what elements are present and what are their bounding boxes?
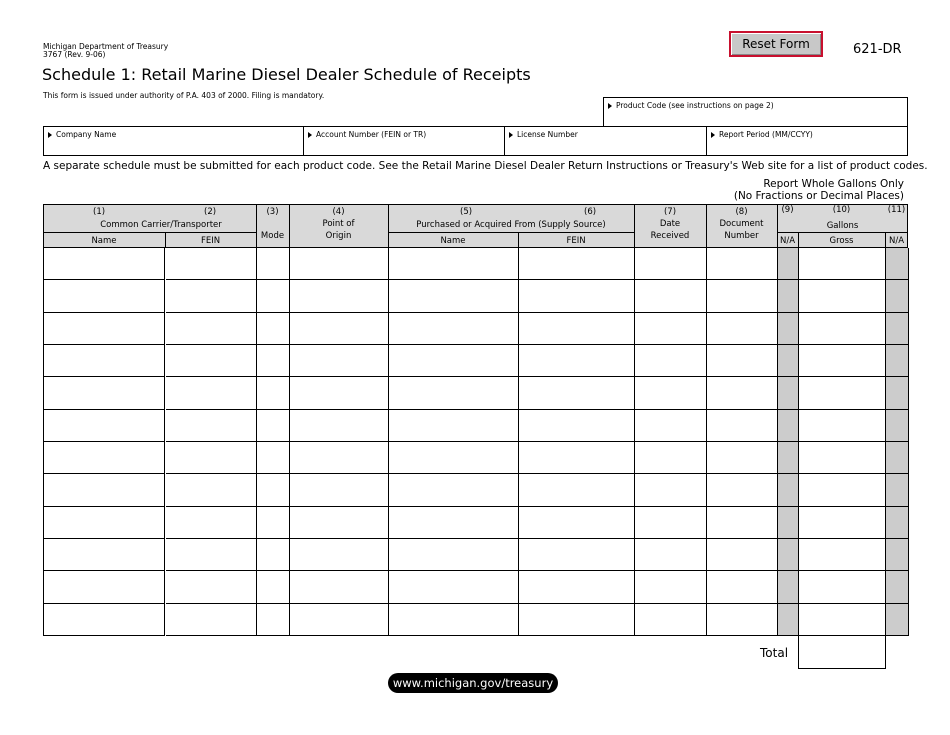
gallons-header: Gallons — [826, 221, 859, 231]
supply-name-cell[interactable] — [389, 248, 519, 280]
carrier-fein-cell[interactable] — [166, 474, 257, 506]
carrier-fein-cell[interactable] — [166, 507, 257, 539]
supply-fein-cell[interactable] — [519, 442, 635, 474]
mode-cell[interactable] — [257, 313, 290, 345]
agency-name: Michigan Department of Treasury — [43, 42, 169, 51]
origin-header-1: Point of — [322, 219, 355, 229]
mode-header: Mode — [260, 231, 285, 241]
origin-cell[interactable] — [290, 507, 389, 539]
document-number-cell[interactable] — [707, 442, 778, 474]
gallons-note-line1: Report Whole Gallons Only — [763, 178, 904, 190]
col11-number: (11) — [887, 205, 906, 215]
carrier-name-cell[interactable] — [44, 571, 165, 603]
mode-cell[interactable] — [257, 507, 290, 539]
supply-fein-cell[interactable] — [519, 280, 635, 312]
carrier-name-cell[interactable] — [44, 507, 165, 539]
table-row — [44, 539, 909, 571]
document-number-cell[interactable] — [707, 410, 778, 442]
na-cell-2 — [886, 571, 909, 603]
total-gross-input[interactable] — [798, 635, 886, 669]
date-header-2: Received — [650, 231, 690, 241]
carrier-name-cell[interactable] — [44, 248, 165, 280]
carrier-name-cell[interactable] — [44, 442, 165, 474]
supply-name-header: Name — [440, 236, 466, 246]
table-row — [44, 442, 909, 474]
origin-cell[interactable] — [290, 539, 389, 571]
mode-cell[interactable] — [257, 248, 290, 280]
document-number-cell[interactable] — [707, 280, 778, 312]
origin-cell[interactable] — [290, 280, 389, 312]
na-cell-1 — [778, 442, 799, 474]
na-cell-1 — [778, 604, 799, 636]
date-received-cell[interactable] — [635, 474, 707, 506]
carrier-fein-cell[interactable] — [166, 313, 257, 345]
date-received-cell[interactable] — [635, 410, 707, 442]
na-cell-1 — [778, 507, 799, 539]
na-header-1: N/A — [779, 236, 796, 246]
gross-gallons-cell[interactable] — [799, 604, 886, 636]
date-received-cell[interactable] — [635, 377, 707, 409]
na-cell-1 — [778, 377, 799, 409]
na-cell-2 — [886, 442, 909, 474]
na-cell-1 — [778, 539, 799, 571]
na-cell-1 — [778, 410, 799, 442]
date-header-1: Date — [659, 219, 681, 229]
carrier-name-header: Name — [91, 236, 117, 246]
document-number-cell[interactable] — [707, 571, 778, 603]
carrier-name-cell[interactable] — [44, 345, 165, 377]
gross-gallons-cell[interactable] — [799, 507, 886, 539]
gross-gallons-cell[interactable] — [799, 410, 886, 442]
gross-gallons-cell[interactable] — [799, 345, 886, 377]
carrier-name-cell[interactable] — [44, 377, 165, 409]
col4-number: (4) — [332, 207, 345, 217]
carrier-header: Common Carrier/Transporter — [100, 220, 222, 230]
pointer-icon — [608, 103, 612, 109]
supply-name-cell[interactable] — [389, 474, 519, 506]
na-cell-2 — [886, 604, 909, 636]
carrier-fein-cell[interactable] — [166, 571, 257, 603]
supply-fein-cell[interactable] — [519, 377, 635, 409]
document-header-2: Number — [724, 231, 759, 241]
table-row — [44, 410, 909, 442]
mode-cell[interactable] — [257, 410, 290, 442]
carrier-fein-header: FEIN — [200, 236, 221, 246]
carrier-fein-cell[interactable] — [166, 539, 257, 571]
supply-name-cell[interactable] — [389, 313, 519, 345]
document-number-cell[interactable] — [707, 313, 778, 345]
document-number-cell[interactable] — [707, 377, 778, 409]
license-number-label: License Number — [517, 130, 578, 139]
pointer-icon — [509, 132, 513, 138]
na-header-2: N/A — [888, 236, 905, 246]
supply-fein-cell[interactable] — [519, 604, 635, 636]
pointer-icon — [48, 132, 52, 138]
supply-source-header: Purchased or Acquired From (Supply Source) — [416, 220, 606, 230]
mode-cell[interactable] — [257, 280, 290, 312]
supply-name-cell[interactable] — [389, 604, 519, 636]
carrier-fein-cell[interactable] — [166, 410, 257, 442]
carrier-fein-cell[interactable] — [166, 280, 257, 312]
col7-number: (7) — [663, 207, 677, 217]
product-code-notice: A separate schedule must be submitted for each product code. See the Retail Marine Diesel Dealer Return Instructions or Treasury's Web site for a list of product codes. — [43, 160, 928, 172]
gross-header: Gross — [829, 236, 854, 246]
table-row — [44, 474, 909, 506]
supply-name-cell[interactable] — [389, 539, 519, 571]
supply-fein-cell[interactable] — [519, 345, 635, 377]
document-number-cell[interactable] — [707, 345, 778, 377]
supply-fein-cell[interactable] — [519, 248, 635, 280]
supply-fein-cell[interactable] — [519, 507, 635, 539]
supply-fein-header: FEIN — [566, 236, 586, 246]
na-cell-2 — [886, 377, 909, 409]
origin-cell[interactable] — [290, 377, 389, 409]
col5-number: (5) — [460, 207, 473, 217]
supply-fein-cell[interactable] — [519, 539, 635, 571]
na-cell-2 — [886, 507, 909, 539]
supply-name-cell[interactable] — [389, 410, 519, 442]
carrier-fein-cell[interactable] — [166, 377, 257, 409]
reset-form-button[interactable]: Reset Form — [729, 31, 823, 57]
gross-gallons-cell[interactable] — [799, 313, 886, 345]
report-period-label: Report Period (MM/CCYY) — [719, 130, 813, 139]
na-cell-1 — [778, 313, 799, 345]
supply-fein-cell[interactable] — [519, 313, 635, 345]
carrier-name-cell[interactable] — [44, 280, 165, 312]
supply-name-cell[interactable] — [389, 280, 519, 312]
origin-cell[interactable] — [290, 474, 389, 506]
na-cell-2 — [886, 539, 909, 571]
na-cell-2 — [886, 410, 909, 442]
na-cell-1 — [778, 280, 799, 312]
mode-cell[interactable] — [257, 571, 290, 603]
document-number-cell[interactable] — [707, 507, 778, 539]
report-period-field[interactable] — [706, 126, 908, 156]
account-number-field[interactable] — [303, 126, 505, 156]
gross-gallons-cell[interactable] — [799, 571, 886, 603]
na-cell-1 — [778, 345, 799, 377]
col1-number: (1) — [93, 207, 106, 217]
date-received-cell[interactable] — [635, 571, 707, 603]
col8-number: (8) — [735, 207, 748, 217]
date-received-cell[interactable] — [635, 313, 707, 345]
carrier-name-cell[interactable] — [44, 539, 165, 571]
date-received-cell[interactable] — [635, 507, 707, 539]
gross-gallons-cell[interactable] — [799, 474, 886, 506]
carrier-fein-cell[interactable] — [166, 442, 257, 474]
na-cell-2 — [886, 345, 909, 377]
origin-cell[interactable] — [290, 410, 389, 442]
origin-cell[interactable] — [290, 604, 389, 636]
mode-cell[interactable] — [257, 474, 290, 506]
form-number: 621-DR — [853, 42, 902, 57]
table-row — [44, 377, 909, 409]
origin-cell[interactable] — [290, 313, 389, 345]
table-row — [44, 571, 909, 603]
date-received-cell[interactable] — [635, 248, 707, 280]
document-number-cell[interactable] — [707, 604, 778, 636]
supply-name-cell[interactable] — [389, 442, 519, 474]
date-received-cell[interactable] — [635, 442, 707, 474]
origin-cell[interactable] — [290, 571, 389, 603]
table-row — [44, 248, 909, 280]
date-received-cell[interactable] — [635, 345, 707, 377]
document-header-1: Document — [719, 219, 764, 229]
gross-gallons-cell[interactable] — [799, 280, 886, 312]
table-row — [44, 345, 909, 377]
na-cell-1 — [778, 571, 799, 603]
document-number-cell[interactable] — [707, 248, 778, 280]
table-row — [44, 280, 909, 312]
col2-number: (2) — [204, 207, 217, 217]
product-code-field[interactable] — [603, 97, 908, 127]
supply-name-cell[interactable] — [389, 377, 519, 409]
na-cell-2 — [886, 248, 909, 280]
pointer-icon — [711, 132, 715, 138]
carrier-name-cell[interactable] — [44, 474, 165, 506]
table-row — [44, 507, 909, 539]
gross-gallons-cell[interactable] — [799, 442, 886, 474]
col6-number: (6) — [584, 207, 597, 217]
document-number-cell[interactable] — [707, 474, 778, 506]
origin-cell[interactable] — [290, 345, 389, 377]
account-number-label: Account Number (FEIN or TR) — [316, 130, 427, 139]
mode-cell[interactable] — [257, 377, 290, 409]
date-received-cell[interactable] — [635, 280, 707, 312]
supply-fein-cell[interactable] — [519, 571, 635, 603]
carrier-fein-cell[interactable] — [166, 345, 257, 377]
supply-name-cell[interactable] — [389, 345, 519, 377]
supply-fein-cell[interactable] — [519, 410, 635, 442]
page-title: Schedule 1: Retail Marine Diesel Dealer Schedule of Receipts — [42, 65, 531, 84]
origin-cell[interactable] — [290, 442, 389, 474]
gross-gallons-cell[interactable] — [799, 539, 886, 571]
total-label: Total — [760, 646, 789, 660]
supply-fein-cell[interactable] — [519, 474, 635, 506]
product-code-label: Product Code (see instructions on page 2) — [616, 101, 774, 110]
receipts-table-body — [43, 248, 908, 636]
pointer-icon — [308, 132, 312, 138]
date-received-cell[interactable] — [635, 604, 707, 636]
table-row — [44, 604, 909, 636]
gallons-note-line2: (No Fractions or Decimal Places) — [733, 190, 904, 202]
na-cell-2 — [886, 313, 909, 345]
carrier-fein-cell[interactable] — [166, 248, 257, 280]
gross-gallons-cell[interactable] — [799, 377, 886, 409]
company-name-field[interactable] — [43, 126, 304, 156]
document-number-cell[interactable] — [707, 539, 778, 571]
carrier-name-cell[interactable] — [44, 604, 165, 636]
supply-name-cell[interactable] — [389, 571, 519, 603]
carrier-fein-cell[interactable] — [166, 604, 257, 636]
gross-gallons-cell[interactable] — [799, 248, 886, 280]
carrier-name-cell[interactable] — [44, 410, 165, 442]
na-cell-1 — [778, 248, 799, 280]
mode-cell[interactable] — [257, 539, 290, 571]
col3-number: (3) — [266, 207, 279, 217]
na-cell-2 — [886, 474, 909, 506]
col10-number: (10) — [832, 205, 851, 215]
company-name-label: Company Name — [56, 130, 117, 139]
supply-name-cell[interactable] — [389, 507, 519, 539]
col9-number: (9) — [781, 205, 794, 215]
mode-cell[interactable] — [257, 442, 290, 474]
mode-cell[interactable] — [257, 345, 290, 377]
carrier-name-cell[interactable] — [44, 313, 165, 345]
origin-header-2: Origin — [325, 231, 352, 241]
form-revision: 3767 (Rev. 9-06) — [43, 50, 106, 59]
date-received-cell[interactable] — [635, 539, 707, 571]
authority-note: This form is issued under authority of P.A. 403 of 2000. Filing is mandatory. — [43, 91, 325, 100]
origin-cell[interactable] — [290, 248, 389, 280]
treasury-website-link[interactable]: www.michigan.gov/treasury — [388, 673, 558, 693]
na-cell-1 — [778, 474, 799, 506]
license-number-field[interactable] — [504, 126, 707, 156]
mode-cell[interactable] — [257, 604, 290, 636]
na-cell-2 — [886, 280, 909, 312]
table-row — [44, 313, 909, 345]
